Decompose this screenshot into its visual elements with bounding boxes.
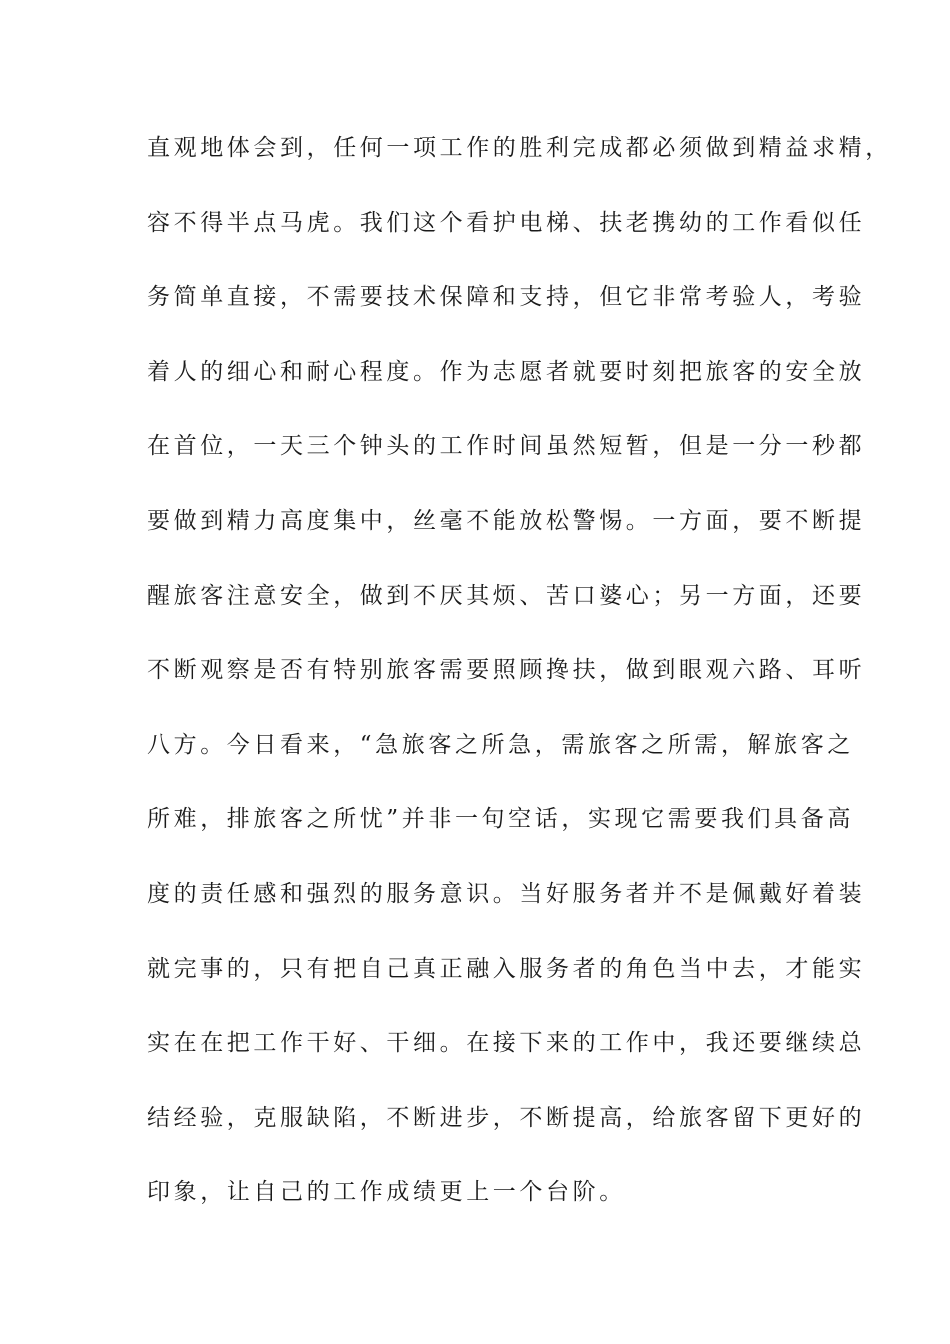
text-line: 着人的细心和耐心程度。作为志愿者就要时刻把旅客的安全放 [147, 358, 866, 385]
text-line: 就完事的，只有把自己真正融入服务者的角色当中去，才能实 [147, 955, 866, 982]
text-line: 醒旅客注意安全，做到不厌其烦、苦口婆心；另一方面，还要 [147, 582, 866, 609]
text-line: 度的责任感和强烈的服务意识。当好服务者并不是佩戴好着装 [147, 880, 866, 907]
text-line: 实在在把工作干好、干细。在接下来的工作中，我还要继续总 [147, 1030, 866, 1057]
text-line: 所难，排旅客之所忧”并非一句空话，实现它需要我们具备高 [147, 806, 854, 833]
text-line: 直观地体会到，任何一项工作的胜利完成都必须做到精益求精， [147, 135, 892, 161]
text-line: 八方。今日看来，“急旅客之所急，需旅客之所需，解旅客之 [147, 731, 854, 758]
text-line: 务简单直接，不需要技术保障和支持，但它非常考验人，考验 [147, 284, 866, 311]
body-paragraph [147, 128, 892, 1247]
text-line: 在首位，一天三个钟头的工作时间虽然短暂，但是一分一秒都 [147, 433, 866, 460]
text-line: 容不得半点马虎。我们这个看护电梯、扶老携幼的工作看似任 [147, 209, 866, 236]
text-line: 要做到精力高度集中，丝毫不能放松警惕。一方面，要不断提 [147, 507, 866, 534]
text-line: 印象，让自己的工作成绩更上一个台阶。 [147, 1179, 626, 1206]
text-line: 结经验，克服缺陷，不断进步，不断提高，给旅客留下更好的 [147, 1104, 866, 1131]
text-line: 不断观察是否有特别旅客需要照顾搀扶，做到眼观六路、耳听 [147, 657, 866, 684]
